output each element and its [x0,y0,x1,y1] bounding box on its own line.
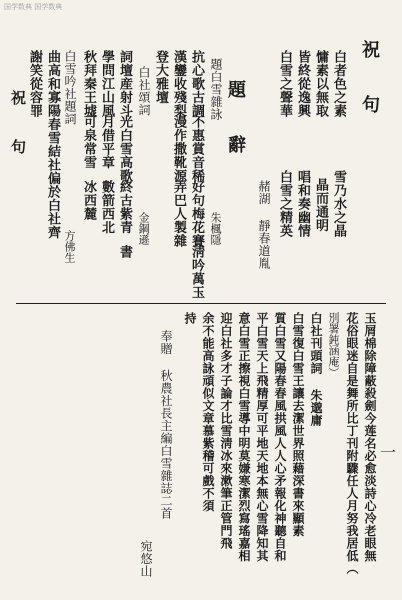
bottom-line: 奉贈 秋農社長主編白雪雜誌二首 [159,330,173,520]
bottom-line: 持 [183,312,197,325]
poem-line: 書 [117,245,132,259]
poem-line: 抗心歌古調 [189,50,204,118]
verse-line: 皆終從逸興 [295,50,310,118]
page-number: 一 [380,443,397,462]
watermark-text: 国学数典 国学数典 [4,3,63,11]
bottom-line: 白雪復白雪王讓去潔世界照藉深書來顯素 [291,312,305,537]
verse-line: 唱和奏幽情 [295,170,310,238]
poem-line: 謝笑從容罪 [27,50,42,118]
section-heading-tici: 題 辭 [225,80,246,161]
verse-line: 白雪之聲華 [277,50,292,118]
subsection-title: 白社頌詞 [137,66,151,116]
poem-line: 漢鑾收殘梨 [171,50,186,118]
poem-line: 冰西麓 [81,180,96,221]
signature: 赭湖 靜春道胤 [257,180,271,270]
poem-line: 詞壇産射斗 [117,50,132,118]
poem-line: 曲高和寡陽春雪結社偏於白社齊 [45,50,60,239]
bottom-line: 意白雪正擦視白雪導中明莫嫌寒潔烈寫瑤嘉相 [237,312,251,562]
subsection-author: 方佛生 [63,230,76,263]
poem-line: 弄巴人製雜 [171,180,186,248]
bottom-line: 余不能高詠頑似文章慕紫稽可戲不須 [201,312,215,512]
poem-line: 可泉常雪 [81,115,96,169]
subsection-author: 金鋼遜 [137,212,150,245]
horizontal-divider [16,303,386,304]
bottom-line: 宛悠山 [139,540,153,578]
bottom-line: 玉屑棉除障蔽殺劍今莲名必愈淡詩心冷老眼無 [363,312,377,562]
poem-line: 淸吟萬玉 [189,245,204,299]
poem-line: 秋拜秦王墟 [81,50,96,118]
poem-line: 學問江山風 [99,50,114,118]
verse-line: 雪乃水之晶 [331,170,346,238]
subsection-title: 題白雪雜詠 [209,58,223,121]
poem-line: 終古紫青 [117,180,132,234]
poem-line: 漫作撒靴源 [171,115,186,183]
verse-line: 慵素以無取 [313,50,328,118]
bottom-line: 平白雪天上飛精厚可平地天地本無心雪降知其 [255,312,269,562]
subsection-title: 白雪吟社題詞 [63,50,77,125]
verse-line: 白者色之素 [331,50,346,118]
poem-line: 月借平章 [99,115,114,169]
colophon-left: 祝 句 [9,90,27,162]
poem-line: 登大雅壇 [153,50,168,104]
verse-line: 白雪之精英 [277,170,292,238]
poem-line: 光白雪高歌 [117,115,132,183]
bottom-line: 質白雪又陽春春風拱風人人心矛報化神聽自和 [273,312,287,562]
subsection-author: 朱楓隱 [209,212,222,245]
bottom-line: 別署鈍涵庵） [327,312,340,378]
poem-line: 不惠賞音稀 [189,115,204,183]
bottom-line: 花俗眼迷自是舞所比丁刊附驟任人月努我居低（ [345,312,359,575]
bottom-line: 迎白社多才子論才比雪淸冰來漱筆正管門飛 [219,312,233,550]
bottom-line: 白社刊頭詞 朱邈庸 [309,312,323,427]
poem-line: 數箭西北 [99,180,114,234]
poem-line: 好句梅花賽 [189,180,204,248]
verse-line: 晶而通明 [313,178,328,232]
section-heading-zhuju: 祝 句 [359,40,380,121]
